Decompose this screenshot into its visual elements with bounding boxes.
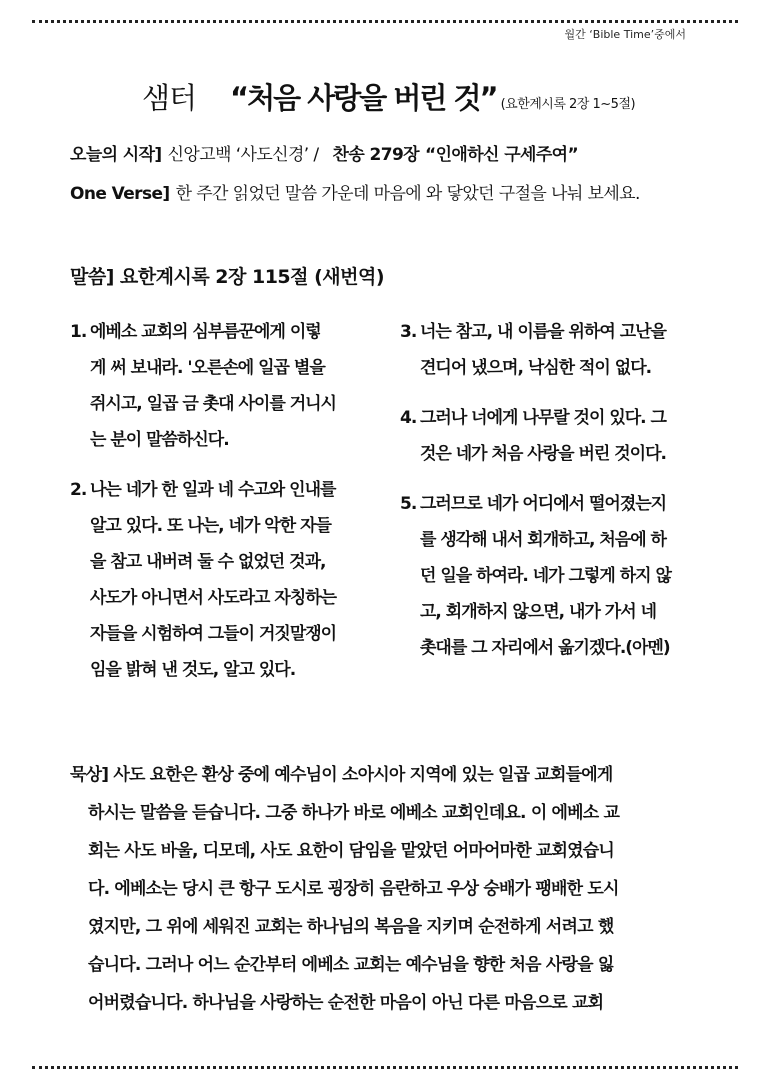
meditation-label: 묵상] [70,765,109,785]
verse-line: 견디어 냈으며, 낙심한 적이 없다. [420,358,652,378]
one-verse-row [70,179,640,204]
meditation-line: 하시는 말씀을 듣습니다. 그중 하나가 바로 에베소 교회인데요. 이 에베소 교 [88,803,620,823]
meditation-line: 어버렸습니다. 하나님을 사랑하는 순전한 마음이 아닌 다른 마음으로 교회 [88,993,604,1013]
meditation-line: 였지만, 그 위에 세워진 교회는 하나님의 복음을 지키며 순전하게 서려고 했 [88,917,614,937]
hymn-label: 찬송 279장 [332,145,420,165]
meditation-first-line [70,756,710,794]
verse-line: 임을 밝혀 낸 것도, 알고 있다. [90,660,296,680]
verse-line: 는 분이 말씀하신다. [90,430,229,450]
verse-3 [400,314,700,386]
page-title [142,76,635,117]
verses-left-column [70,314,370,688]
meditation-line: 사도 요한은 환상 중에 예수님이 소아시아 지역에 있는 일곱 교회들에게 [113,765,613,785]
verse-1 [70,314,370,458]
one-verse-label: One Verse] [70,184,170,204]
bottom-dotted-rule [32,1066,738,1069]
scripture-heading [70,262,384,289]
verse-line: 그러므로 네가 어디에서 떨어졌는지 [420,494,667,514]
verse-number: 1. [70,322,87,342]
intro-creed: 신앙고백 ‘사도신경’ / [167,145,319,165]
hymn-title: “인애하신 구세주여” [425,145,579,165]
verse-line: 사도가 아니면서 사도라고 자칭하는 [90,588,337,608]
verse-line: 던 일을 하여라. 네가 그렇게 하지 않 [420,566,671,586]
verse-line: 를 생각해 내서 회개하고, 처음에 하 [420,530,666,550]
verse-2 [70,472,370,688]
scripture-reference: 요한계시록 2장 115절 (새번역) [119,266,385,288]
verse-number: 4. [400,408,417,428]
one-verse-text: 한 주간 읽었던 말씀 가운데 마음에 와 닿았던 구절을 나눠 보세요. [175,184,640,204]
verse-line: 쥐시고, 일곱 금 촛대 사이를 거니시 [90,394,336,414]
verse-line: 을 참고 내버려 둘 수 없었던 것과, [90,552,326,572]
verse-number: 5. [400,494,417,514]
title-tag: 샘터 [142,81,197,115]
verse-line: 그러나 너에게 나무랄 것이 있다. 그 [420,408,666,428]
top-dotted-rule [32,20,738,23]
verse-5 [400,486,700,666]
verse-4 [400,400,700,472]
meditation-section [70,756,710,1022]
verse-line: 것은 네가 처음 사랑을 버린 것이다. [420,444,666,464]
verse-number: 2. [70,480,87,500]
verse-number: 3. [400,322,417,342]
meditation-line: 다. 에베소는 당시 큰 항구 도시로 굉장히 음란하고 우상 숭배가 팽배한 도시 [88,879,619,899]
verse-line: 촛대를 그 자리에서 옮기겠다.(아멘) [420,638,670,658]
verse-line: 너는 참고, 내 이름을 위하여 고난을 [420,322,666,342]
scripture-label: 말씀] [70,266,114,288]
verse-line: 게 써 보내라. '오른손에 일곱 별을 [90,358,325,378]
verse-line: 에베소 교회의 심부름꾼에게 이렇 [90,322,321,342]
verse-line: 알고 있다. 또 나는, 네가 악한 자들 [90,516,331,536]
verse-line: 자들을 시험하여 그들이 거짓말쟁이 [90,624,337,644]
title-reference: (요한계시록 2장 1~5절) [500,97,636,112]
intro-label: 오늘의 시작] [70,145,162,165]
verses-right-column [400,314,700,666]
title-main: “처음 사랑을 버린 것” [230,81,497,115]
source-note: 월간 ‘Bible Time’중에서 [564,28,686,41]
meditation-line: 습니다. 그러나 어느 순간부터 에베소 교회는 예수님을 향한 처음 사랑을 잃 [88,955,614,975]
meditation-line: 회는 사도 바울, 디모데, 사도 요한이 담임을 맡았던 어마어마한 교회였습니 [88,841,615,861]
verse-line: 나는 네가 한 일과 네 수고와 인내를 [90,480,336,500]
verse-line: 고, 회개하지 않으면, 내가 가서 네 [420,602,656,622]
intro-row [70,140,578,165]
